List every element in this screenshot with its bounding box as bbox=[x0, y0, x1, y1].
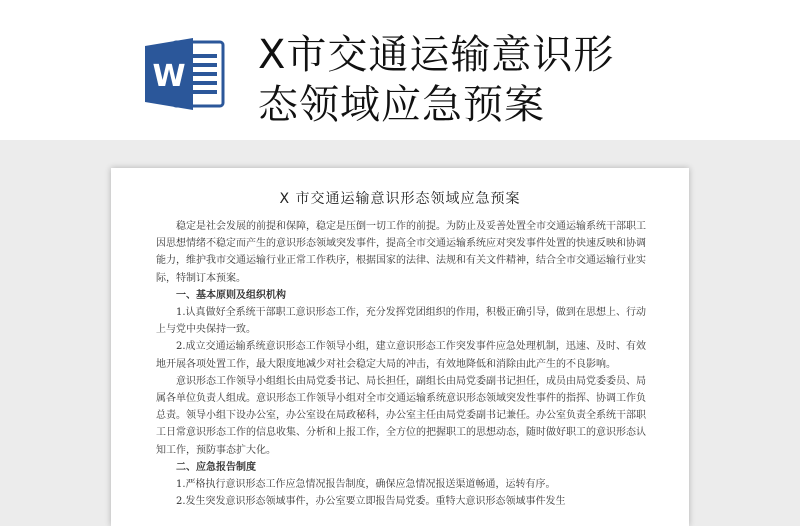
paragraph: 2.成立交通运输系统意识形态工作领导小组，建立意识形态工作突发事件应急处理机制，迅速、及时、有效地开展各项处置工作，最大限度地减少对社会稳定大局的冲击，有效地降低和消除由此产生的不良影响。 bbox=[156, 341, 646, 370]
section-heading: 二、应急报告制度 bbox=[176, 461, 256, 473]
document-title: X 市交通运输意识形态领域应急预案 bbox=[279, 191, 521, 207]
banner-title bbox=[258, 30, 728, 130]
document-page[interactable] bbox=[111, 168, 689, 526]
banner-title-line1: X市交通运输意识形 bbox=[258, 32, 615, 78]
banner-title-line2: 态领域应急预案 bbox=[258, 82, 545, 128]
banner bbox=[0, 0, 800, 140]
paragraph: 意识形态工作领导小组组长由局党委书记、局长担任，副组长由局党委副书记担任，成员由局党委委员、局属各单位负责人组成。意识形态工作领导小组对全市交通运输系统意识形态领域突发性事件的指挥、协调工作负总责。领导小组下设办公室，办公室设在局政秘科，办公室主任由局党委副书记兼任。办公室负责全系统干部职工日常意识形态工作的信息收集、分析和上报工作，全方位的把握职工的思想动态，随时做好职工的意识形态认知工作，预防事态扩大化。 bbox=[156, 375, 646, 456]
section-heading: 一、基本原则及组织机构 bbox=[176, 289, 286, 301]
word-logo-letter: W bbox=[152, 59, 186, 94]
paragraph: 2.发生突发意识形态领域事件，办公室要立即报告局党委。重特大意识形态领域事件发生 bbox=[176, 496, 566, 508]
word-icon bbox=[143, 36, 227, 112]
paragraph: 1.严格执行意识形态工作应急情况报告制度，确保应急情况报送渠道畅通，运转有序。 bbox=[176, 479, 556, 491]
paragraph: 稳定是社会发展的前提和保障，稳定是压倒一切工作的前提。为防止及妥善处置全市交通运输系统干部职工因思想情绪不稳定而产生的意识形态领域突发事件，提高全市交通运输系统应对突发事件处置的快速反映和协调能力，维护我市交通运输行业正常工作秩序，根据国家的法律、法规和有关文件精神，结合全市交通运输行业实际，特制订本预案。 bbox=[156, 221, 646, 284]
document-body bbox=[156, 218, 646, 510]
paragraph: 1.认真做好全系统干部职工意识形态工作，充分发挥党团组织的作用，积极正确引导，做到在思想上、行动上与党中央保持一致。 bbox=[156, 307, 646, 336]
